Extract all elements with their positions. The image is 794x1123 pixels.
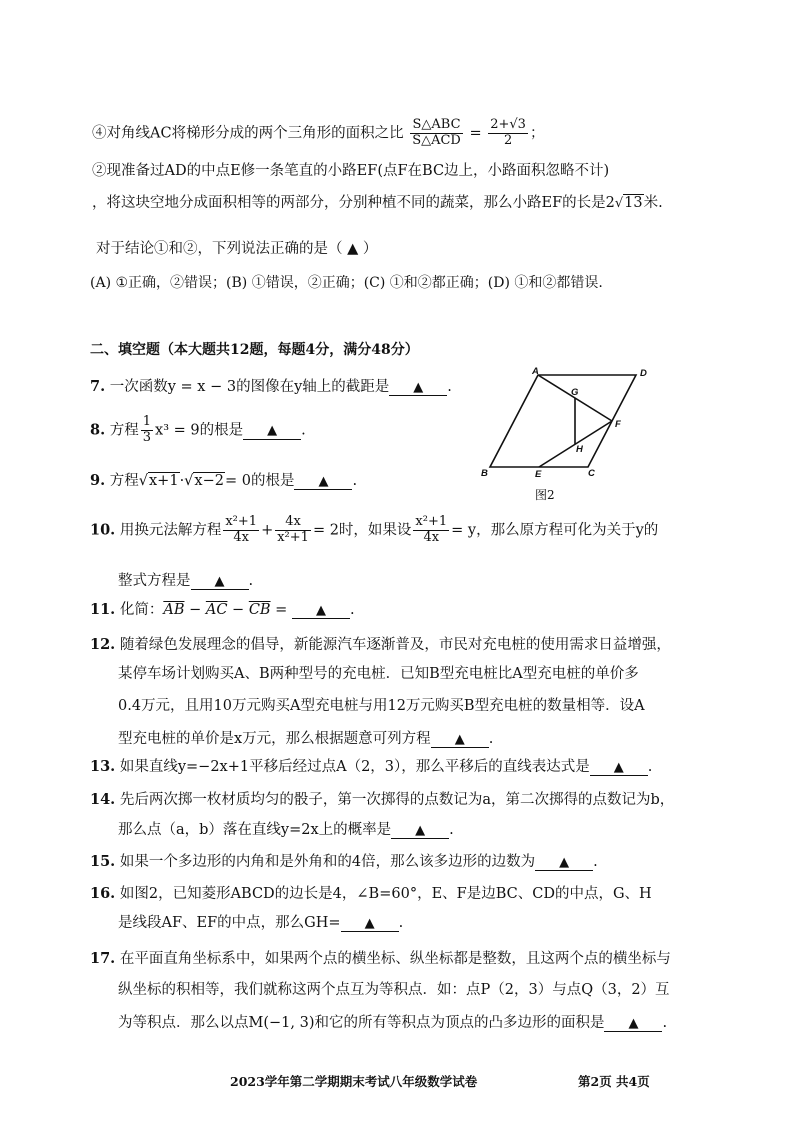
q10-f2-denominator: x²+1 bbox=[277, 529, 309, 545]
footer-page-number: 第2页 共4页 bbox=[578, 1074, 650, 1089]
question-11 bbox=[90, 601, 355, 619]
q12-line-4 bbox=[118, 731, 493, 748]
q11-answer-blank[interactable] bbox=[292, 603, 350, 619]
q12-line-4-text: 型充电桩的单价是x万元，那么根据题意可列方程 bbox=[118, 731, 431, 747]
q10-f3-denominator: 4x bbox=[423, 529, 440, 545]
q10-fraction-3 bbox=[413, 515, 449, 546]
q12-line-2: 某停车场计划购买A、B两种型号的充电桩．已知B型充电桩比A型充电桩的单价多 bbox=[118, 666, 639, 682]
label-c: C bbox=[588, 468, 595, 479]
conclusion-2-text: ，将这块空地分成面积相等的两部分，分别种植不同的蔬菜，那么小路EF的长是2 bbox=[92, 195, 615, 211]
triangle-mark: ▲ bbox=[454, 732, 465, 747]
label-b: B bbox=[481, 468, 488, 479]
q10-f1-numerator: x²+1 bbox=[225, 514, 258, 529]
sqrt-radicand: 13 bbox=[624, 195, 643, 211]
q12-end: . bbox=[488, 731, 494, 747]
conclusion-1-end: ； bbox=[529, 125, 545, 142]
figure-2-caption: 图2 bbox=[535, 488, 555, 502]
q12-line-3: 0.4万元，且用10万元购买A型充电桩与用12万元购买B型充电桩的数量相等．设A bbox=[118, 698, 645, 714]
equals-sign: = bbox=[469, 125, 482, 142]
question-12 bbox=[90, 636, 671, 654]
q8-answer-blank[interactable] bbox=[243, 423, 301, 439]
label-h: H bbox=[576, 444, 583, 455]
q16-line-1: 如图2，已知菱形ABCD的边长是4，∠B=60°，E、F是边BC、CD的中点，G、H bbox=[119, 886, 652, 902]
q10-number: 10. bbox=[90, 521, 116, 539]
conclusion-2-line-2 bbox=[92, 195, 663, 212]
q16-end: . bbox=[398, 915, 404, 931]
q14-line-2-text: 那么点（a，b）落在直线y=2x上的概率是 bbox=[118, 822, 392, 838]
question-15 bbox=[90, 853, 598, 871]
triangle-mark: ▲ bbox=[559, 855, 570, 870]
q15-end: . bbox=[593, 854, 598, 870]
q13-text: 如果直线y=−2x+1平移后经过点A（2，3），那么平移后的直线表达式是 bbox=[119, 759, 590, 775]
q10-fraction-2 bbox=[275, 515, 311, 546]
area-ratio-numerator: S△ABC bbox=[410, 118, 463, 134]
q12-line-1: 随着绿色发展理念的倡导，新能源汽车逐渐普及，市民对充电桩的使用需求日益增强， bbox=[119, 637, 671, 653]
q15-answer-blank[interactable] bbox=[535, 855, 593, 871]
minus-sign: − bbox=[184, 602, 206, 618]
q10-mid: = 2时，如果设 bbox=[312, 522, 412, 539]
question-14 bbox=[90, 791, 674, 809]
q9-end: . bbox=[352, 473, 358, 489]
q9-number: 9. bbox=[90, 472, 106, 489]
q9-pre: 方程 bbox=[109, 473, 139, 489]
q10-fraction-1 bbox=[223, 515, 259, 546]
q14-end: . bbox=[449, 822, 454, 838]
triangle-mark: ▲ bbox=[364, 916, 375, 931]
q10-f1-denominator: 4x bbox=[233, 529, 249, 545]
area-ratio-denominator: S△ACD bbox=[412, 132, 461, 148]
ratio-value-numerator: 2+√3 bbox=[490, 117, 526, 132]
label-f: F bbox=[615, 419, 621, 430]
q14-number: 14. bbox=[90, 791, 116, 808]
q17-answer-blank[interactable] bbox=[604, 1016, 662, 1032]
q10-answer-blank[interactable] bbox=[191, 574, 249, 590]
q14-line-2 bbox=[118, 822, 454, 839]
q9-radicand-2: x−2 bbox=[194, 473, 224, 489]
q16-line-2-text: 是线段AF、EF的中点，那么GH= bbox=[118, 915, 341, 931]
q16-number: 16. bbox=[90, 885, 116, 902]
q9-radicand-1: x+1 bbox=[149, 473, 179, 489]
triangle-mark: ▲ bbox=[267, 423, 278, 439]
q17-line-1: 在平面直角坐标系中，如果两个点的横坐标、纵坐标都是整数，且这两个点的横坐标与 bbox=[119, 951, 671, 967]
conclusion-2-line-1: ②现准备过AD的中点E修一条笔直的小路EF(点F在BC边上，小路面积忽略不计) bbox=[92, 163, 610, 179]
question-16 bbox=[90, 885, 652, 903]
q8-fraction bbox=[141, 415, 153, 446]
conclusion-1-text: 对角线AC将梯形分成的两个三角形的面积之比 bbox=[106, 125, 404, 142]
triangle-mark: ▲ bbox=[214, 574, 225, 589]
q9-dot: · bbox=[179, 473, 185, 489]
sqrt-sign: √ bbox=[614, 196, 624, 211]
figure-2-rhombus bbox=[478, 364, 658, 504]
triangle-mark: ▲ bbox=[613, 760, 624, 775]
question-10-line-2 bbox=[118, 573, 253, 590]
question-10 bbox=[90, 515, 658, 546]
label-g: G bbox=[571, 387, 579, 398]
q14-line-1: 先后两次掷一枚材质均匀的骰子，第一次掷得的点数记为a，第二次掷得的点数记为b， bbox=[119, 792, 675, 808]
q13-answer-blank[interactable] bbox=[590, 760, 648, 776]
label-a: A bbox=[532, 366, 539, 377]
q10-pre: 用换元法解方程 bbox=[119, 522, 222, 539]
q17-number: 17. bbox=[90, 950, 116, 967]
q8-fraction-denominator: 3 bbox=[142, 429, 152, 445]
conclusion-2-unit: 米. bbox=[643, 195, 663, 211]
minus-sign: − bbox=[227, 602, 249, 618]
q11-number: 11. bbox=[90, 601, 116, 618]
q10-post: = y，那么原方程可化为关于y的 bbox=[451, 522, 659, 539]
q8-post: x³ = 9的根是 bbox=[155, 422, 244, 439]
q8-end: . bbox=[301, 422, 306, 439]
q17-line-3 bbox=[118, 1015, 667, 1032]
triangle-mark: ▲ bbox=[413, 380, 424, 395]
equals-sign: = bbox=[270, 602, 292, 618]
q8-pre: 方程 bbox=[109, 422, 139, 439]
triangle-mark: ▲ bbox=[415, 823, 426, 838]
q16-answer-blank[interactable] bbox=[341, 916, 399, 932]
vector-ac: $\overline{AC}$ bbox=[205, 602, 228, 618]
q7-end: . bbox=[447, 379, 452, 395]
q7-number: 7. bbox=[90, 378, 106, 395]
footer-title: 2023学年第二学期期末考试八年级数学试卷 bbox=[230, 1074, 478, 1089]
q12-number: 12. bbox=[90, 636, 116, 653]
ratio-value-denominator: 2 bbox=[503, 132, 513, 148]
q11-pre: 化简： bbox=[119, 602, 164, 618]
vector-ab: $\overline{AB}$ bbox=[163, 602, 185, 618]
ratio-value-fraction bbox=[488, 118, 528, 149]
q13-end: . bbox=[647, 759, 653, 775]
q10-f3-numerator: x²+1 bbox=[415, 514, 448, 529]
question-17 bbox=[90, 950, 671, 968]
question-7 bbox=[90, 378, 452, 396]
question-8 bbox=[90, 415, 306, 446]
q17-end: . bbox=[662, 1015, 668, 1031]
q8-fraction-numerator: 1 bbox=[142, 414, 152, 429]
q17-line-2: 纵坐标的积相等，我们就称这两个点互为等积点．如：点P（2，3）与点Q（3，2）互 bbox=[118, 982, 670, 998]
q15-text: 如果一个多边形的内角和是外角和的4倍，那么该多边形的边数为 bbox=[119, 854, 536, 870]
label-d: D bbox=[640, 368, 647, 379]
q10-f2-numerator: 4x bbox=[275, 515, 311, 531]
question-9 bbox=[90, 472, 357, 490]
q6-options: (A) ①正确，②错误；(B) ①错误，②正确；(C) ①和②都正确；(D) ①和②都错误. bbox=[90, 275, 603, 291]
question-13 bbox=[90, 758, 652, 776]
q9-answer-blank[interactable] bbox=[294, 474, 352, 490]
triangle-mark: ▲ bbox=[315, 603, 326, 618]
sqrt-sign: √ bbox=[184, 473, 194, 489]
q17-line-3-text: 为等积点．那么以点M(−1, 3)和它的所有等积点为顶点的凸多边形的面积是 bbox=[118, 1015, 605, 1031]
q7-text: 一次函数y = x − 3的图像在y轴上的截距是 bbox=[109, 379, 390, 395]
q6-question: 对于结论①和②，下列说法正确的是（ ▲ ） bbox=[96, 241, 378, 257]
triangle-mark: ▲ bbox=[628, 1016, 639, 1031]
section-2-title: 二、填空题（本大题共12题，每题4分，满分48分） bbox=[90, 342, 419, 358]
q10-plus: + bbox=[261, 522, 274, 539]
q11-end: . bbox=[349, 602, 355, 618]
conclusion-1-mark: ④ bbox=[92, 125, 107, 142]
q15-number: 15. bbox=[90, 853, 116, 870]
q7-answer-blank[interactable] bbox=[389, 380, 447, 396]
area-ratio-fraction bbox=[410, 118, 463, 149]
label-e: E bbox=[535, 469, 542, 480]
q14-answer-blank[interactable] bbox=[391, 823, 449, 839]
q12-answer-blank[interactable] bbox=[431, 732, 489, 748]
conclusion-1 bbox=[92, 118, 544, 149]
q16-line-2 bbox=[118, 915, 403, 932]
q9-post: = 0的根是 bbox=[224, 473, 295, 489]
vector-cb: $\overline{CB}$ bbox=[248, 602, 271, 618]
triangle-mark: ▲ bbox=[318, 474, 329, 489]
q10-line2: 整式方程是 bbox=[118, 573, 191, 589]
q8-number: 8. bbox=[90, 421, 106, 439]
q10-end: . bbox=[248, 573, 254, 589]
sqrt-sign: √ bbox=[138, 473, 148, 489]
q13-number: 13. bbox=[90, 758, 116, 775]
